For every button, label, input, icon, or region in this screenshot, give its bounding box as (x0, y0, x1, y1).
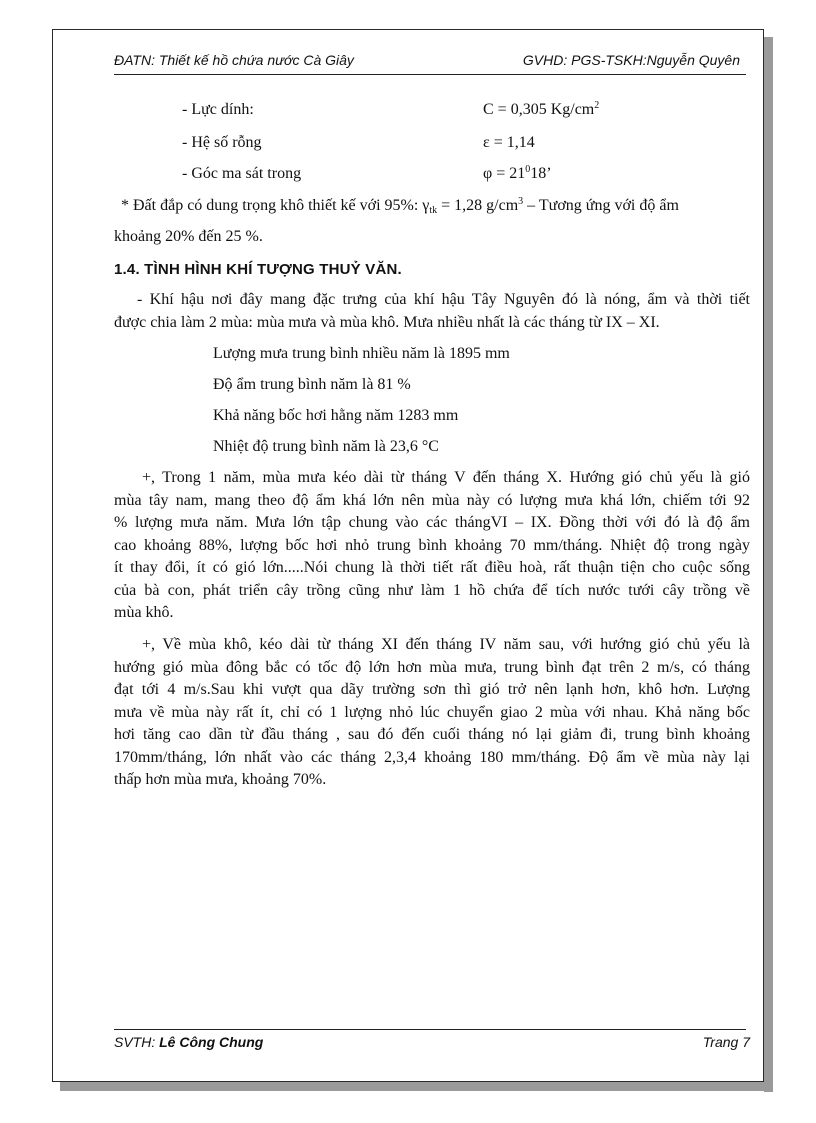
paragraph-line: mưa về mùa này rất ít, chỉ có 1 lượng nhỏ lúc chuyển giao 2 mùa với nhau. Khả năng bốc (114, 703, 750, 721)
property-label-cohesion: - Lực dính: (182, 101, 254, 118)
page-footer (114, 1034, 750, 1056)
header-advisor: GVHD: PGS-TSKH:Nguyễn Quyên (522, 52, 740, 68)
paragraph-line: mùa khô. (114, 604, 174, 621)
paragraph-line: của bà con, phát triển cây trồng cũng như làm 1 hồ chứa để tích nước tưới cây trồng về (114, 581, 750, 599)
property-value-cohesion: C = 0,305 $Kg/cm^2$ (483, 100, 600, 118)
stat-humidity: Độ ẩm trung bình năm là 81 % (213, 376, 411, 393)
paragraph-line: hướng gió mùa đông bắc có tốc độ lớn hơn mùa mưa, trung bình đạt trên 2 m/s, có tháng (114, 658, 750, 676)
paragraph-line: mùa tây nam, mang theo độ ẩm khá lớn nên mùa này có lượng mưa khá lớn, chiếm tới 92 (114, 491, 750, 509)
paragraph-line: +, Về mùa khô, kéo dài từ tháng XI đến tháng IV năm sau, với hướng gió chủ yếu là (142, 636, 750, 653)
dry-season-paragraph (114, 634, 750, 792)
paragraph-line: hơi tăng cao dần từ đầu tháng , sau đó đến cuối tháng nó lại giảm đi, trung bình khoảng (114, 726, 750, 743)
property-label-friction-angle: - Góc ma sát trong (182, 165, 302, 182)
rainy-season-paragraph (114, 467, 750, 625)
property-value-porosity: ε = 1,14 (483, 134, 535, 151)
paragraph-line: thấp hơn mùa mưa, khoảng 70%. (114, 771, 327, 788)
footer-divider (114, 1029, 746, 1030)
section-heading: 1.4. TÌNH HÌNH KHÍ TƯỢNG THUỶ VĂN. (114, 261, 402, 278)
page-shadow-right (764, 37, 773, 1092)
fill-soil-note-continued: khoảng 20% đến 25 %. (114, 228, 263, 245)
property-label-porosity: - Hệ số rỗng (182, 134, 262, 151)
page-shadow-bottom (60, 1082, 773, 1091)
page-header (114, 51, 740, 73)
paragraph-line: đạt tới 4 m/s.Sau khi vượt qua dãy trường sơn thì gió trở nên lạnh hơn, khô hơn. Lượng (114, 681, 750, 698)
footer-student: SVTH: Lê Công Chung (114, 1034, 264, 1050)
paragraph-line: +, Trong 1 năm, mùa mưa kéo dài từ tháng V đến tháng X. Hướng gió chủ yếu là gió (142, 469, 750, 486)
paragraph-line: được chia làm 2 mùa: mùa mưa và mùa khô. Mưa nhiều nhất là các tháng từ IX – XI. (114, 313, 660, 331)
climate-intro-paragraph (114, 289, 750, 334)
paragraph-line: - Khí hậu nơi đây mang đặc trưng của khí hậu Tây Nguyên đó là nóng, ẩm và thời tiết (137, 291, 750, 308)
footer-student-name: Lê Công Chung (159, 1034, 264, 1050)
stat-temperature: Nhiệt độ trung bình năm là 23,6 °C (213, 438, 439, 455)
header-thesis-title: ĐATN: Thiết kế hồ chứa nước Cà Giây (114, 52, 354, 68)
property-value-friction-angle: $\varphi = 21^018$’ (483, 164, 552, 182)
fill-soil-note: * Đất đắp có dung trọng khô thiết kế với 95%: $\gamma_{tk} = 1,28$ $g/cm^3$ – Tương ứng với độ ẩm (121, 196, 679, 216)
footer-page-number: Trang 7 (702, 1034, 750, 1050)
stat-evaporation: Khả năng bốc hơi hằng năm 1283 mm (213, 407, 459, 424)
paragraph-line: cao khoảng 88%, lượng bốc hơi nhỏ trung bình khoảng 70 mm/tháng. Nhiệt độ trong ngày (114, 536, 750, 554)
header-divider (114, 74, 746, 75)
paragraph-line: 170mm/tháng, lớn nhất vào các tháng 2,3,4 khoảng 180 mm/tháng. Độ ẩm về mùa này lại (114, 748, 750, 766)
stat-annual-rainfall: Lượng mưa trung bình nhiều năm là 1895 mm (213, 345, 510, 362)
paragraph-line: % lượng mưa năm. Mưa lớn tập chung vào các thángVI – IX. Đồng thời với đó là độ ẩm (114, 514, 750, 531)
paragraph-line: ít thay đổi, ít có gió lớn.....Nói chung là thời tiết rất điều hoà, rất thuận tiện cho cuộc sống (114, 559, 750, 576)
